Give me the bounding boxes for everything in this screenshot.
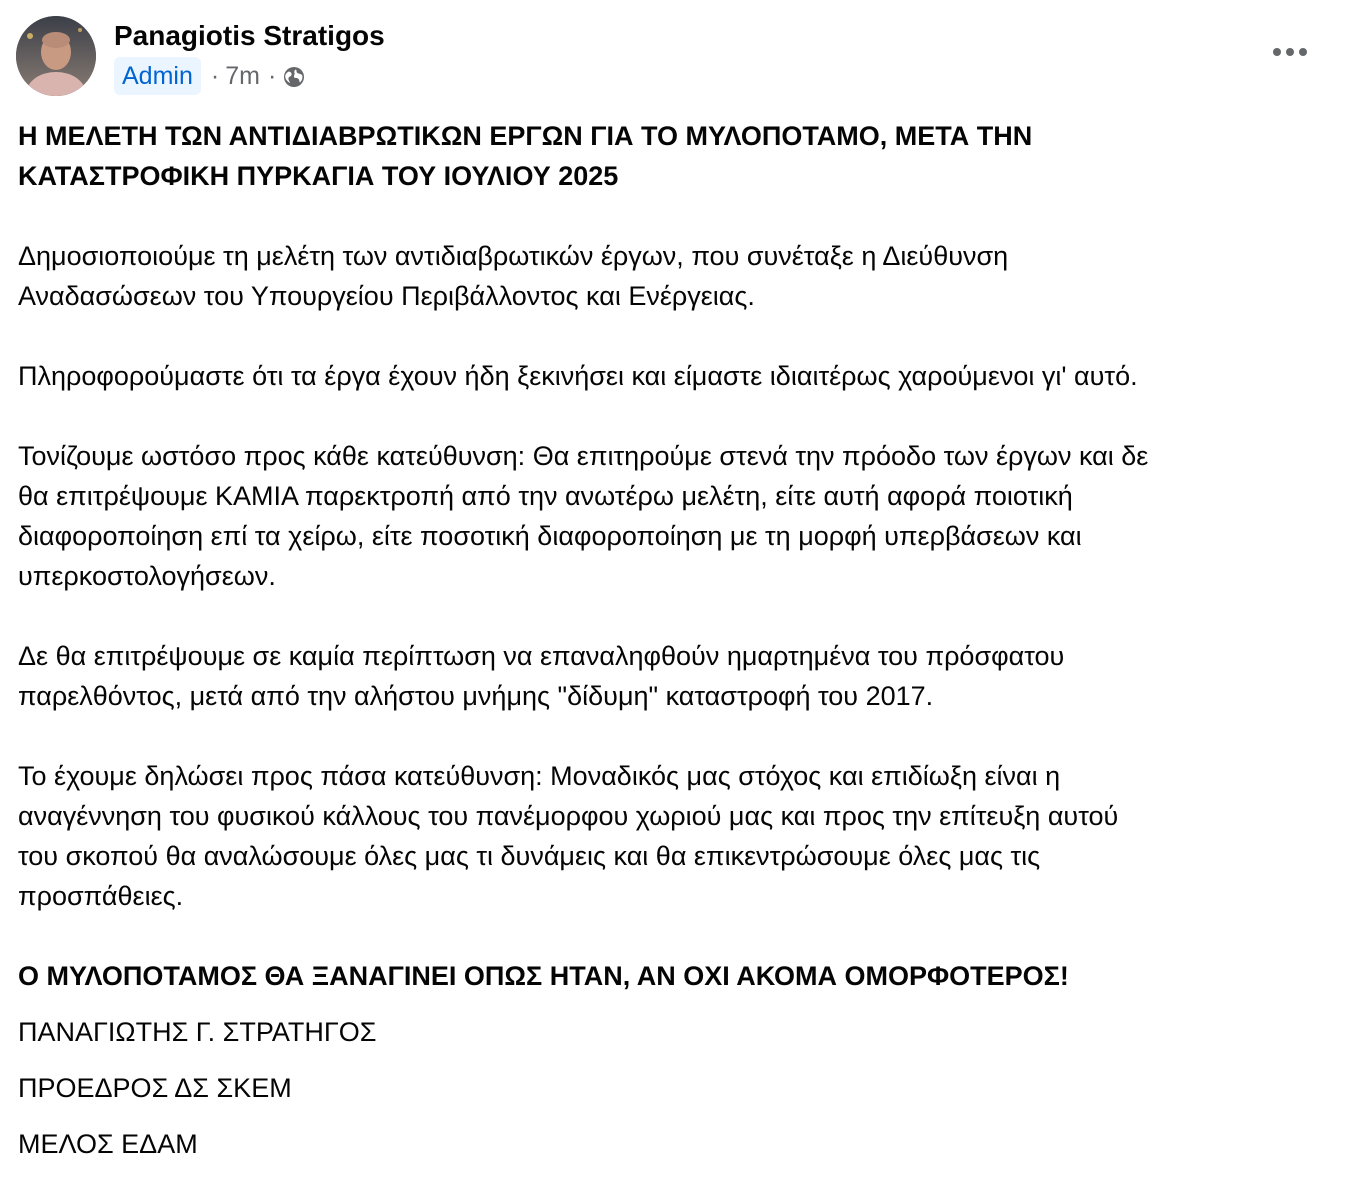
author-avatar[interactable] xyxy=(16,16,96,96)
more-horizontal-icon xyxy=(1272,47,1308,57)
avatar-photo xyxy=(16,16,96,96)
paragraph-line: Δε θα επιτρέψουμε σε καμία περίπτωση να επαναληφθούν ημαρτημένα του πρόσφατου xyxy=(18,641,1065,671)
post-title-line: Η ΜΕΛΕΤΗ ΤΩΝ ΑΝΤΙΔΙΑΒΡΩΤΙΚΩΝ ΕΡΓΩΝ ΓΙΑ ΤΟ ΜΥΛΟΠΟΤΑΜΟ, ΜΕΤΑ ΤΗΝ xyxy=(18,121,1033,151)
admin-badge[interactable]: Admin xyxy=(114,57,201,95)
post-meta xyxy=(114,57,306,95)
post-timestamp[interactable]: 7m xyxy=(225,61,260,90)
post-title-line: ΚΑΤΑΣΤΡΟΦΙΚΗ ΠΥΡΚΑΓΙΑ ΤΟΥ ΙΟΥΛΙΟΥ 2025 xyxy=(18,161,619,191)
post-body xyxy=(18,116,1338,1164)
paragraph-line: Αναδασώσεων του Υπουργείου Περιβάλλοντος και Ενέργειας. xyxy=(18,281,755,311)
paragraph-line: Τονίζουμε ωστόσο προς κάθε κατεύθυνση: Θα επιτηρούμε στενά την πρόοδο των έργων και δε xyxy=(18,441,1149,471)
paragraph-line: Δημοσιοποιούμε τη μελέτη των αντιδιαβρωτικών έργων, που συνέταξε η Διεύθυνση xyxy=(18,241,1009,271)
paragraph-line: διαφοροποίηση επί τα χείρω, είτε ποσοτική διαφοροποίηση με τη μορφή υπερβάσεων και xyxy=(18,521,1082,551)
paragraph-line: προσπάθειες. xyxy=(18,881,184,911)
paragraph-line: παρελθόντος, μετά από την αλήστου μνήμης "δίδυμη" καταστροφή του 2017. xyxy=(18,681,934,711)
paragraph-line: αναγέννηση του φυσικού κάλλους του πανέμορφου χωριού μας και προς την επίτευξη αυτού xyxy=(18,801,1119,831)
paragraph-line: του σκοπού θα αναλώσουμε όλες μας τι δυνάμεις και θα επικεντρώσουμε όλες μας τις xyxy=(18,841,1041,871)
more-options-button[interactable] xyxy=(1268,34,1312,70)
paragraph-line: υπερκοστολογήσεων. xyxy=(18,561,276,591)
author-name[interactable]: Panagiotis Stratigos xyxy=(114,20,385,51)
signature-role: ΠΡΟΕΔΡΟΣ ΔΣ ΣΚΕΜ xyxy=(18,1073,292,1103)
paragraph-line: Πληροφορούμαστε ότι τα έργα έχουν ήδη ξεκινήσει και είμαστε ιδιαιτέρως χαρούμενοι γι' αυτό. xyxy=(18,361,1138,391)
post-slogan: Ο ΜΥΛΟΠΟΤΑΜΟΣ ΘΑ ΞΑΝΑΓΙΝΕΙ ΟΠΩΣ ΗΤΑΝ, ΑΝ ΟΧΙ ΑΚΟΜΑ ΟΜΟΡΦΟΤΕΡΟΣ! xyxy=(18,961,1069,991)
paragraph-line: Το έχουμε δηλώσει προς πάσα κατεύθυνση: Μοναδικός μας στόχος και επιδίωξη είναι η xyxy=(18,761,1061,791)
meta-separator: · xyxy=(210,61,220,90)
signature-role: ΜΕΛΟΣ ΕΔΑΜ xyxy=(18,1129,198,1159)
globe-icon[interactable] xyxy=(282,65,306,89)
meta-separator: · xyxy=(267,61,277,90)
paragraph-line: θα επιτρέψουμε ΚΑΜΙΑ παρεκτροπή από την ανωτέρω μελέτη, είτε αυτή αφορά ποιοτική xyxy=(18,481,1073,511)
signature-name: ΠΑΝΑΓΙΩΤΗΣ Γ. ΣΤΡΑΤΗΓΟΣ xyxy=(18,1017,377,1047)
